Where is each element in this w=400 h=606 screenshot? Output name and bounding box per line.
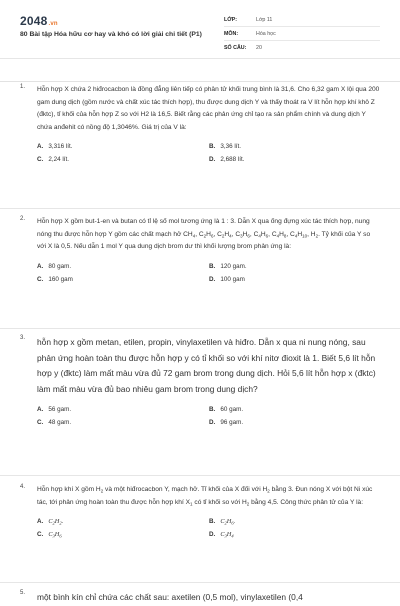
- question-separator: [0, 328, 400, 329]
- logo-suffix: .vn: [48, 21, 58, 27]
- question-separator: [0, 582, 400, 583]
- answer-option-a[interactable]: A. 3,316 lít.: [37, 143, 73, 150]
- answer-option-b[interactable]: B. 60 gam.: [209, 406, 244, 414]
- answer-option-d[interactable]: D. 2,688 lít.: [209, 156, 245, 163]
- question-number: 1.: [20, 84, 26, 90]
- answer-option-d[interactable]: D. $C_3H_4$: [209, 531, 234, 539]
- meta-row-grade: [224, 13, 380, 27]
- meta-label: SỐ CÂU:: [224, 44, 247, 51]
- header-divider: [0, 59, 400, 82]
- question-number: 3.: [20, 335, 26, 341]
- answer-option-c[interactable]: C. 160 gam: [37, 275, 73, 283]
- answer-option-a[interactable]: A. 80 gam.: [37, 262, 72, 270]
- meta-value: Hóa học: [256, 30, 276, 37]
- answer-options: [37, 406, 380, 426]
- answer-options: [37, 518, 380, 538]
- question-separator: [0, 208, 400, 209]
- question-number: 4.: [20, 484, 26, 490]
- document-meta-table: [224, 13, 380, 54]
- meta-value: Lớp 11: [256, 16, 273, 23]
- document-title: 80 Bài tập Hóa hữu cơ hay và khó có lời giải chi tiết (P1): [20, 31, 202, 38]
- answer-option-c[interactable]: C. $C_3H_6$: [37, 531, 62, 539]
- question-number: 5.: [20, 590, 26, 596]
- answer-option-b[interactable]: B. 3,36 lít.: [209, 143, 241, 150]
- answer-option-b[interactable]: B. $C_2H_6$.: [209, 518, 236, 526]
- answer-option-d[interactable]: D. 100 gam: [209, 275, 245, 283]
- site-logo[interactable]: [20, 14, 58, 28]
- answer-option-a[interactable]: A. $C_2H_2$.: [37, 518, 64, 526]
- answer-option-c[interactable]: C. 48 gam.: [37, 419, 72, 427]
- question-text: hỗn hợp x gồm metan, etilen, propin, vinylaxetilen và hiđro. Dẫn x qua ni nung nóng, sau phản ứng hoàn toàn thu được hỗn hợp y có tỉ khối so với khí nitơ đioxit là 1. Biết 5,6 lít hỗn hợp y (đktc) làm mất màu vừa đủ 72 gam brom trong dung dịch. Hỏi 5,6 lít hỗn hợp x (đktc) làm mất màu vừa đủ bao nhiêu gam brom trong dung dịch?: [37, 337, 376, 394]
- question-separator: [0, 475, 400, 476]
- answer-option-d[interactable]: D. 96 gam.: [209, 419, 244, 427]
- answer-option-c[interactable]: C. 2,24 lít.: [37, 156, 69, 163]
- question-number: 2.: [20, 216, 26, 222]
- answer-option-a[interactable]: A. 56 gam.: [37, 406, 72, 414]
- logo-number: 2048: [20, 14, 48, 28]
- answer-options: [37, 143, 380, 163]
- meta-label: MÔN:: [224, 30, 239, 37]
- meta-row-subject: [224, 27, 380, 41]
- question-2: [20, 216, 380, 283]
- question-5: [20, 590, 380, 606]
- answer-options: [37, 263, 380, 283]
- question-text: Hỗn hợp X gồm but-1-en và butan có tỉ lệ số mol tương ứng là 1 : 3. Dẫn X qua ống đựng xúc tác thích hợp, nung nóng thu được hỗn hợp Y gồm các chất mạch hở $CH_4$, $C_2H_6$, $C_2H_4$, $C_3H_6$, $C_4H_6$, $C_4H_8$, $C_4H_{10}$, $H_2$. Tỷ khối của Y so với X là 0,5. Nếu dẫn 1 mol Y qua dung dịch brom dư thì khối lượng brom phản ứng là:: [37, 218, 371, 250]
- question-1: [20, 84, 380, 163]
- question-text: Hỗn hợp khí X gồm $H_2$ và một hiđrocacbon Y, mạch hở. Tỉ khối của X đối với $H_2$ bằng 3. Đun nóng X với bột Ni xúc tác, tới phản ứng hoàn toàn thu được hỗn hợp khí $X_1$ có tỉ khối so với $H_2$ bằng 4,5. Công thức phân tử của Y là:: [37, 486, 373, 506]
- answer-option-b[interactable]: B. 120 gam.: [209, 262, 247, 270]
- question-3: [20, 335, 380, 426]
- meta-row-count: [224, 41, 380, 54]
- document-header: [0, 0, 400, 59]
- meta-label: LỚP:: [224, 16, 238, 23]
- question-text: một bình kín chỉ chứa các chất sau: axetilen (0,5 mol), vinylaxetilen (0,4: [37, 592, 303, 602]
- question-text: Hỗn hợp X chứa 2 hiđrocacbon là đồng đẳng liên tiếp có phân tử khối trung bình là 31,6. Cho 6,32 gam X lội qua 200 gam dung dịch (gồm nước và chất xúc tác thích hợp), thu được dung dịch Y và thấy thoát ra V lít hỗn hợp khí khô Z (đktc), tỉ khối của hỗn hợp Z so với H2 là 16,5. Biết rằng các phản ứng chỉ tạo ra sản phẩm chính và dung dịch Y chứa anđehit có nồng độ 1,3046%. Giá trị của V là:: [37, 86, 380, 131]
- question-4: [20, 484, 380, 538]
- meta-value: 20: [256, 44, 262, 51]
